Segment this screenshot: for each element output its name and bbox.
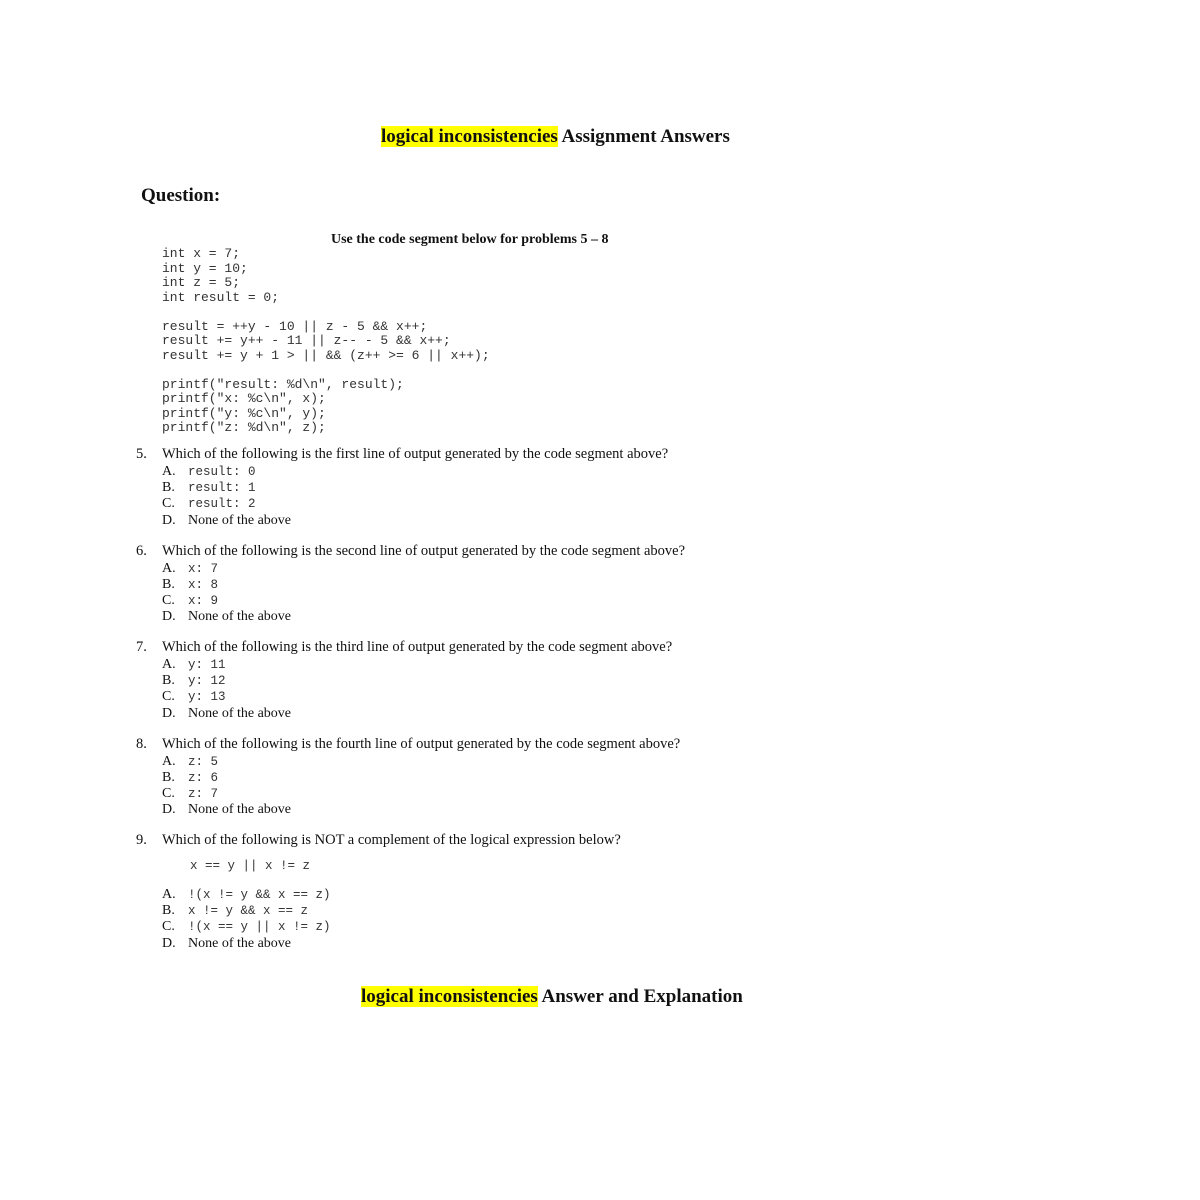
code-line: printf("y: %c\n", y);: [162, 405, 326, 421]
code-line: int y = 10;: [162, 260, 248, 276]
answer-option: [162, 786, 685, 802]
code-line: printf("z: %d\n", z);: [162, 420, 326, 435]
answer-option: [162, 802, 685, 818]
option-text: None of the above: [188, 512, 292, 528]
code-segment: [162, 247, 490, 436]
answer-option: [162, 706, 685, 722]
option-letter: C.: [162, 496, 175, 512]
option-letter: A.: [162, 560, 176, 576]
option-text: !(x != y && x == z): [188, 888, 331, 902]
question-item: [136, 735, 685, 833]
option-letter: B.: [162, 673, 175, 689]
option-text: x != y && x == z: [188, 904, 309, 919]
option-letter: B.: [162, 769, 175, 785]
answer-option: [162, 496, 685, 512]
options-list: [162, 754, 685, 819]
option-letter: D.: [162, 935, 176, 951]
code-line: [162, 363, 490, 378]
answer-option: [162, 609, 685, 625]
answer-option: [162, 513, 685, 529]
answer-option: [162, 689, 685, 705]
code-line: int x = 7;: [162, 246, 241, 261]
option-text: y: 11: [188, 658, 226, 672]
question-item: [136, 639, 685, 736]
answer-option: [162, 770, 685, 786]
option-letter: A.: [162, 887, 176, 902]
option-text: result: 0: [188, 465, 256, 479]
option-text: !(x == y || x != z): [188, 920, 331, 935]
question-number: 8.: [136, 735, 147, 752]
option-text: x: 8: [188, 577, 219, 592]
option-text: None of the above: [188, 705, 292, 721]
answer-option: [162, 593, 685, 609]
option-letter: D.: [162, 609, 176, 625]
option-letter: A.: [162, 657, 176, 672]
option-letter: C.: [162, 689, 175, 705]
answer-option: [162, 754, 685, 770]
option-letter: C.: [162, 785, 175, 801]
option-text: z: 5: [188, 754, 219, 769]
option-text: None of the above: [188, 935, 292, 951]
options-list: [162, 887, 621, 952]
option-letter: B.: [162, 903, 175, 919]
answer-title-highlight: logical inconsistencies: [361, 986, 538, 1007]
option-letter: A.: [162, 464, 176, 479]
answer-title: [361, 986, 743, 1008]
option-letter: C.: [162, 919, 175, 935]
question-text: 8. Which of the following is the fourth line of output generated by the code segment above?: [136, 735, 681, 752]
code-line: result += y++ - 11 || z-- - 5 && x++;: [162, 333, 451, 348]
answer-option: [162, 887, 621, 903]
option-letter: C.: [162, 592, 175, 608]
options-list: [162, 464, 685, 529]
option-text: result: 2: [188, 497, 256, 512]
option-text: None of the above: [188, 609, 292, 625]
code-line: printf("x: %c\n", x);: [162, 391, 326, 406]
question-text: 9. Which of the following is NOT a complement of the logical expression below?: [136, 832, 621, 848]
option-text: z: 6: [188, 770, 219, 785]
option-text: None of the above: [188, 802, 292, 818]
title-highlight: logical inconsistencies: [381, 126, 558, 147]
question-text: 7. Which of the following is the third line of output generated by the code segment above?: [136, 639, 673, 655]
question-label: Question:: [141, 185, 221, 206]
option-text: z: 7: [188, 786, 219, 801]
logical-expression: x == y || x != z: [190, 859, 311, 873]
answer-option: [162, 561, 685, 577]
title-rest: Assignment Answers: [557, 126, 730, 147]
answer-option: [162, 673, 685, 689]
question-number: 9.: [136, 832, 147, 848]
question-number: 5.: [136, 446, 147, 462]
page-title: [381, 126, 730, 148]
option-text: result: 1: [188, 481, 256, 496]
question-list: [136, 446, 686, 832]
options-list: [162, 561, 685, 626]
question-number: 6.: [136, 542, 147, 559]
answer-option: [162, 936, 621, 952]
answer-option: [162, 480, 685, 496]
question-number: 7.: [136, 639, 147, 655]
option-letter: B.: [162, 576, 175, 592]
answer-title-rest: Answer and Explanation: [537, 986, 743, 1007]
answer-option: [162, 919, 621, 935]
option-letter: A.: [162, 753, 176, 769]
option-letter: D.: [162, 512, 176, 528]
option-letter: B.: [162, 480, 175, 496]
option-text: x: 7: [188, 561, 219, 576]
code-line: printf("result: %d\n", result);: [162, 376, 404, 392]
question-9: [136, 832, 621, 952]
question-text: 5. Which of the following is the first line of output generated by the code segment above?: [136, 446, 669, 462]
option-letter: D.: [162, 705, 176, 721]
answer-option: [162, 577, 685, 593]
code-line: int z = 5;: [162, 275, 241, 290]
option-text: y: 12: [188, 674, 226, 689]
code-line: [162, 305, 490, 320]
option-text: y: 13: [188, 690, 226, 705]
options-list: [162, 657, 685, 722]
question-item: [136, 446, 685, 543]
code-line: result = ++y - 10 || z - 5 && x++;: [162, 318, 428, 334]
option-letter: D.: [162, 802, 176, 818]
code-line: result += y + 1 > || && (z++ >= 6 || x++);: [162, 347, 490, 363]
code-instruction: Use the code segment below for problems 5 – 8: [331, 232, 609, 247]
question-text: 6. Which of the following is the second line of output generated by the code segment above?: [136, 542, 686, 559]
answer-option: [162, 464, 685, 480]
code-line: int result = 0;: [162, 289, 280, 305]
option-text: x: 9: [188, 593, 219, 608]
question-item: [136, 542, 686, 640]
answer-option: [162, 657, 685, 673]
answer-option: [162, 903, 621, 919]
